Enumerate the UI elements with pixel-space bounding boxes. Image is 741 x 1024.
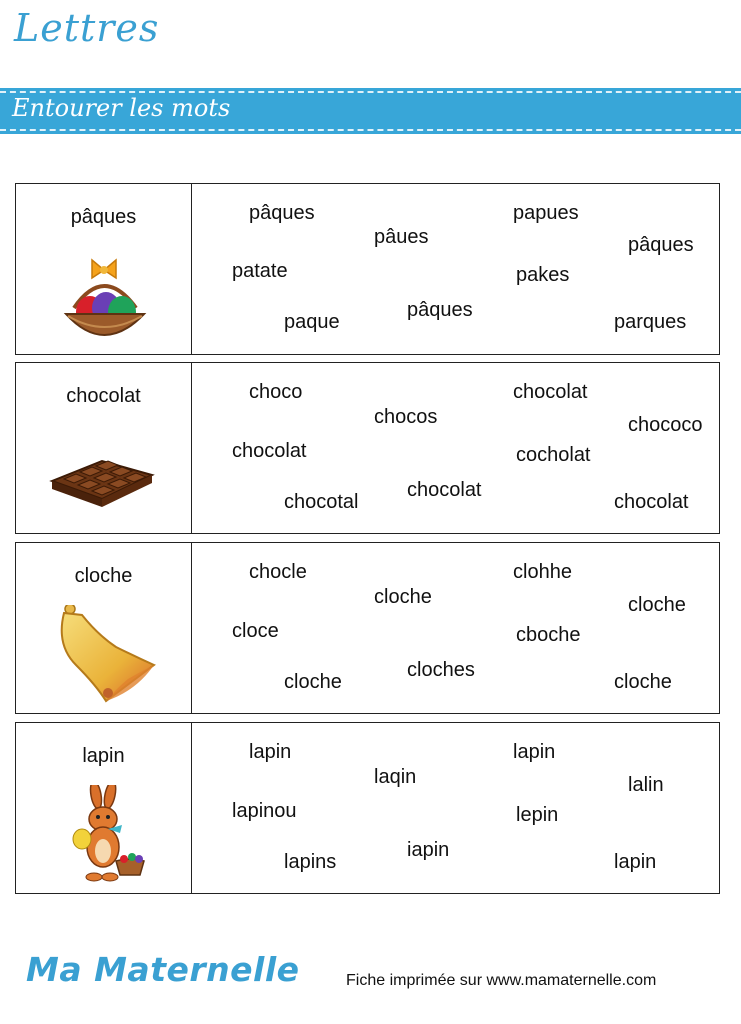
- word-option[interactable]: parques: [614, 311, 687, 333]
- word-option[interactable]: cloches: [407, 659, 475, 681]
- word-option[interactable]: papues: [513, 202, 579, 224]
- word-option[interactable]: lepin: [516, 804, 559, 826]
- word-option[interactable]: pâues: [374, 226, 429, 248]
- target-cell: [16, 543, 192, 713]
- target-word: pâques: [70, 206, 137, 228]
- word-option[interactable]: cloche: [284, 671, 342, 693]
- word-option[interactable]: iapin: [407, 839, 450, 861]
- word-option[interactable]: cloce: [232, 620, 279, 642]
- page-title: Lettres: [14, 6, 160, 50]
- word-option[interactable]: lapin: [249, 741, 292, 763]
- word-option[interactable]: laqin: [374, 766, 417, 788]
- footer-text: Fiche imprimée sur www.mamaternelle.com: [346, 972, 657, 989]
- word-option[interactable]: lapinou: [232, 800, 297, 822]
- word-option[interactable]: paque: [284, 311, 340, 333]
- target-cell: [16, 363, 192, 533]
- exercise-row: [15, 722, 720, 894]
- subtitle-banner: [0, 88, 741, 134]
- target-word: lapin: [82, 745, 125, 767]
- exercise-row: [15, 542, 720, 714]
- site-logo: Ma Maternelle: [26, 950, 300, 989]
- word-option[interactable]: cocholat: [516, 444, 591, 466]
- bell-icon: [46, 605, 162, 705]
- word-option[interactable]: lapin: [614, 851, 657, 873]
- target-word: cloche: [74, 565, 133, 587]
- target-cell: [16, 184, 192, 354]
- word-option[interactable]: chocolat: [232, 440, 307, 462]
- word-option[interactable]: cloche: [628, 594, 686, 616]
- word-option[interactable]: pakes: [516, 264, 570, 286]
- word-option[interactable]: patate: [232, 260, 288, 282]
- word-option[interactable]: chocotal: [284, 491, 359, 513]
- word-option[interactable]: cloche: [614, 671, 672, 693]
- word-option[interactable]: pâques: [249, 202, 315, 224]
- word-option[interactable]: chocolat: [407, 479, 482, 501]
- word-option[interactable]: chococo: [628, 414, 703, 436]
- target-cell: [16, 723, 192, 893]
- word-option[interactable]: choco: [249, 381, 303, 403]
- easter-basket-icon: [46, 246, 162, 346]
- word-option[interactable]: chocolat: [513, 381, 588, 403]
- word-option[interactable]: cboche: [516, 624, 581, 646]
- exercise-row: [15, 362, 720, 534]
- chocolate-bar-icon: [46, 425, 162, 525]
- word-option[interactable]: chocos: [374, 406, 438, 428]
- word-option[interactable]: lalin: [628, 774, 664, 796]
- target-word: chocolat: [66, 385, 141, 407]
- word-option[interactable]: pâques: [628, 234, 694, 256]
- rabbit-icon: [46, 785, 162, 885]
- word-option[interactable]: chocle: [249, 561, 307, 583]
- word-option[interactable]: lapin: [513, 741, 556, 763]
- word-option[interactable]: lapins: [284, 851, 337, 873]
- word-option[interactable]: cloche: [374, 586, 432, 608]
- word-option[interactable]: chocolat: [614, 491, 689, 513]
- exercise-row: [15, 183, 720, 355]
- banner-text: Entourer les mots: [12, 94, 231, 122]
- word-option[interactable]: pâques: [407, 299, 473, 321]
- word-option[interactable]: clohhe: [513, 561, 572, 583]
